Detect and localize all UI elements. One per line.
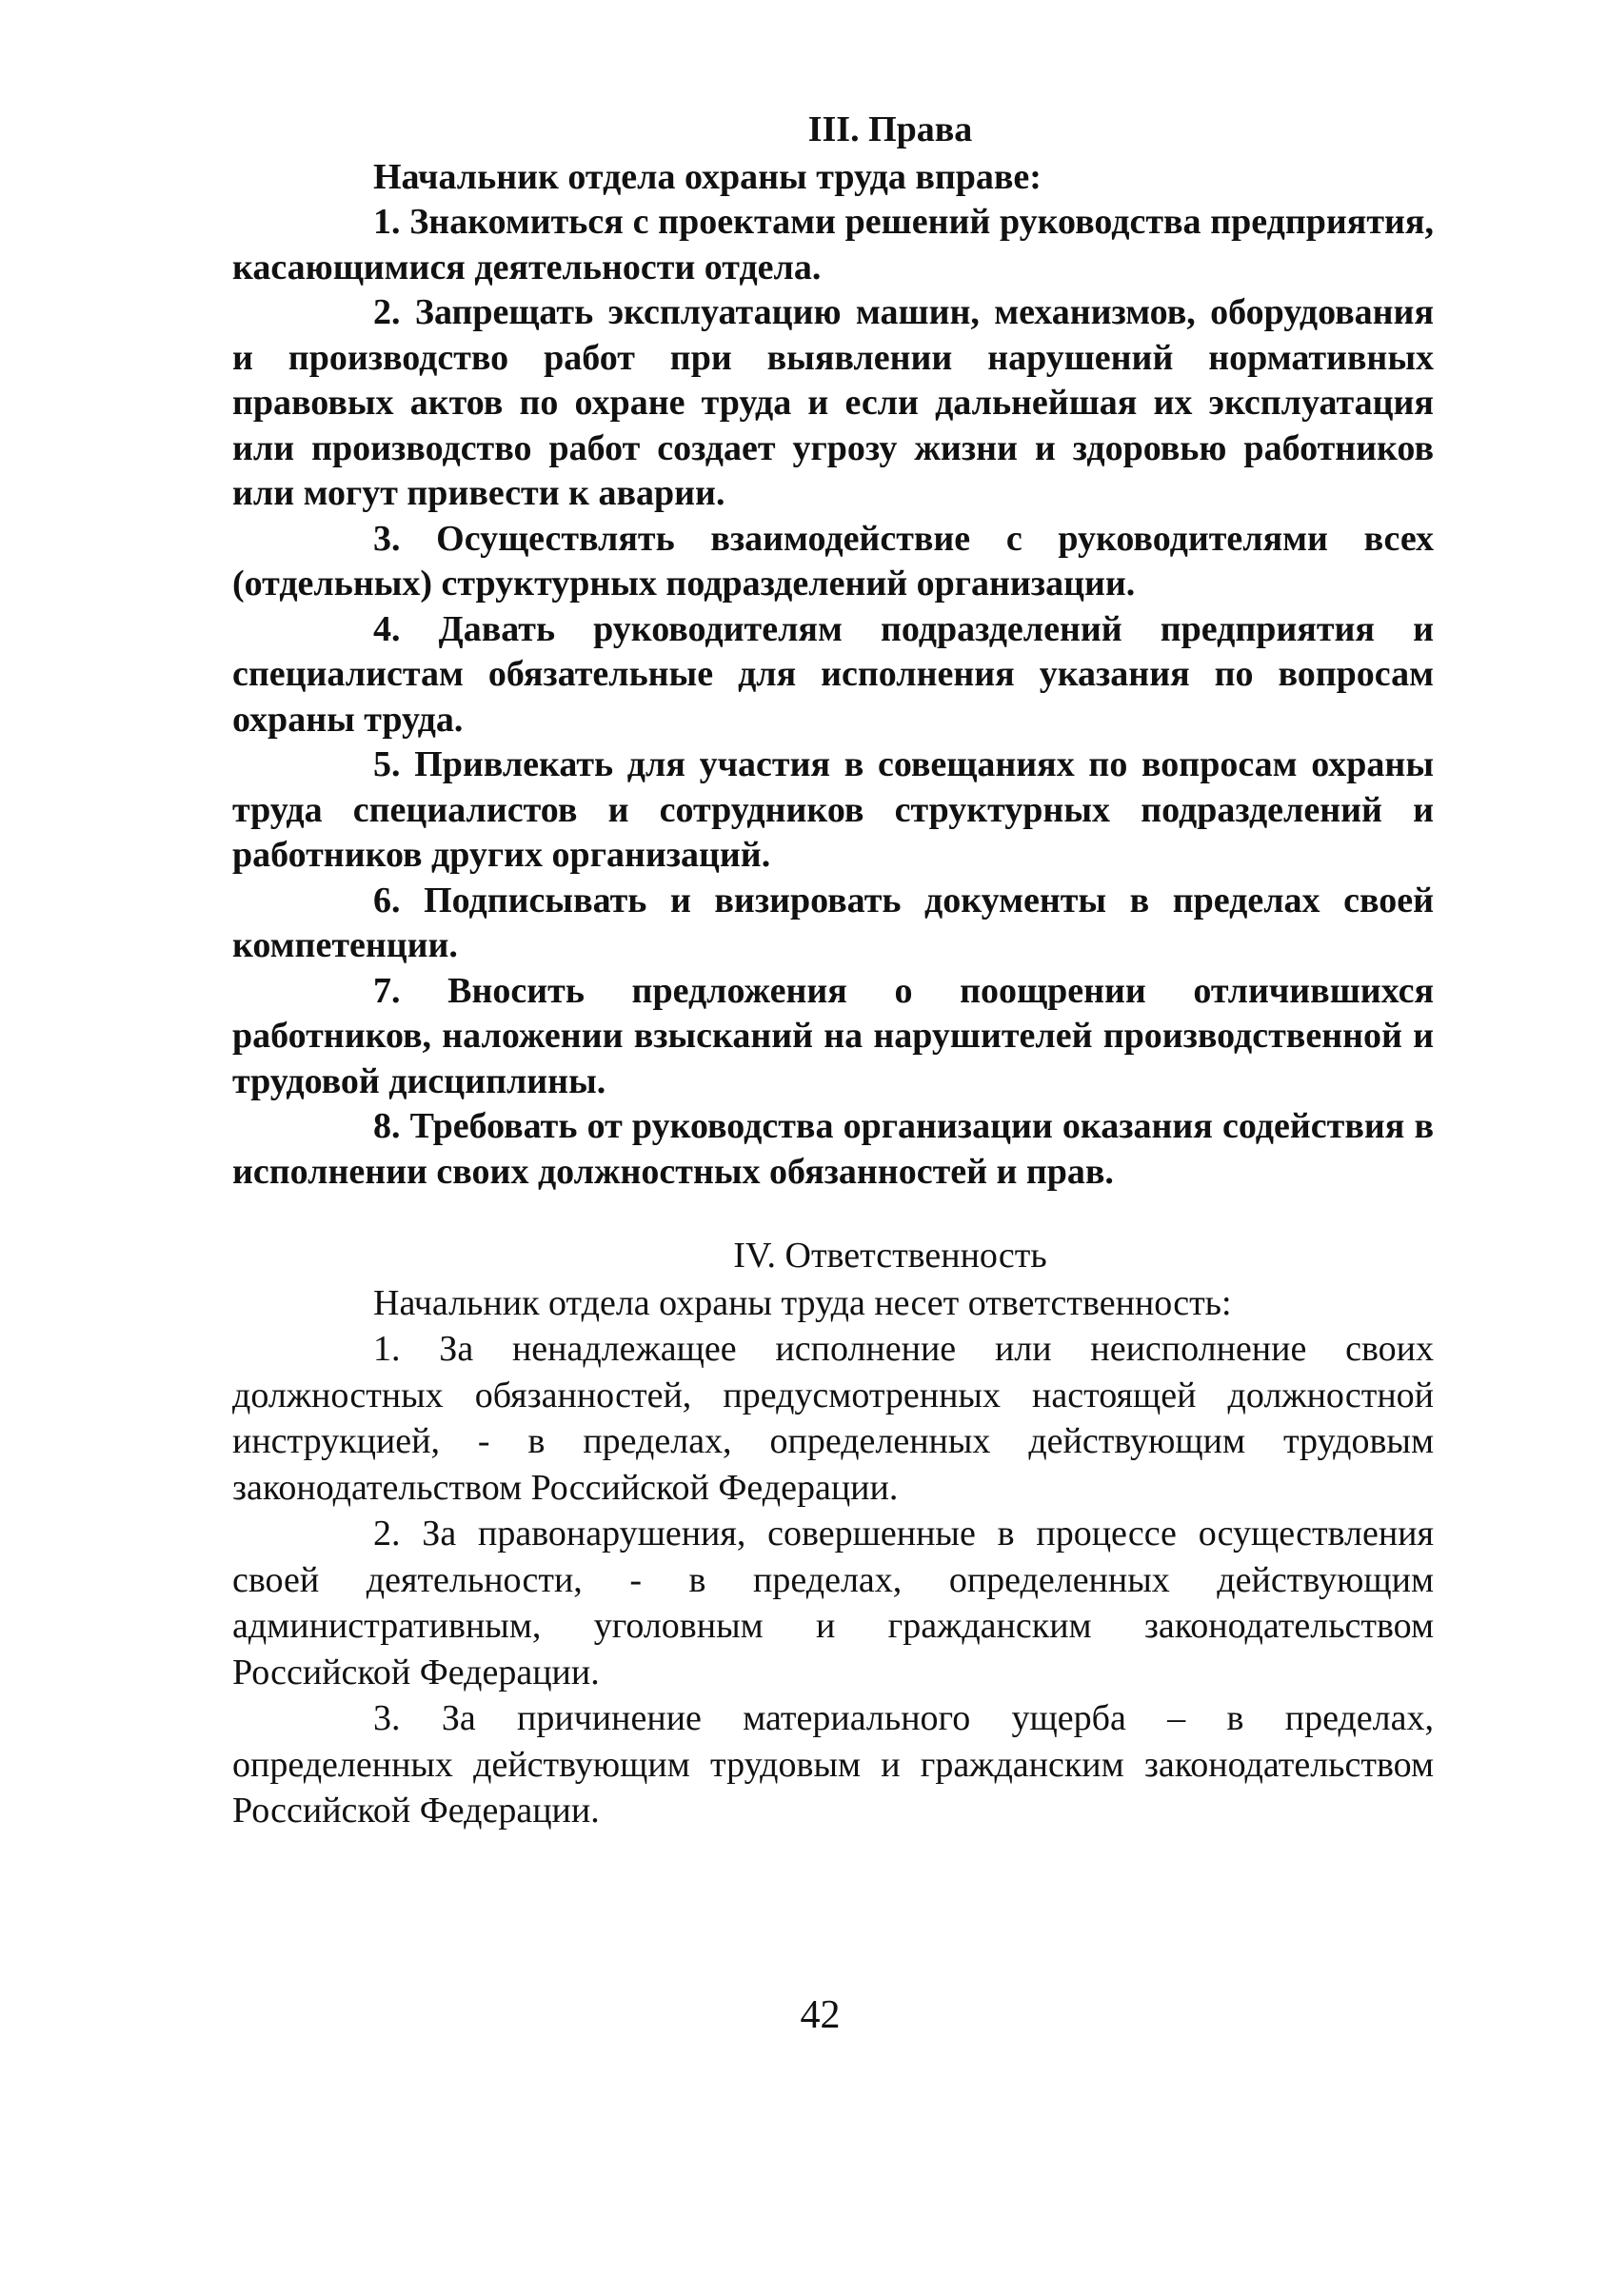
rights-item-2: 2. Запрещать эксплуатацию машин, механизмов, оборудования и производство работ при выявлении нарушений нормативных правовых актов по охране труда и если дальнейшая их эксплуатация или производство работ создает угрозу жизни и здоровью работников или могут привести к аварии. [232,292,1434,513]
page-number: 42 [800,1993,841,2037]
section-rights [232,107,1434,1195]
rights-item-5: 5. Привлекать для участия в совещаниях по вопросам охраны труда специалистов и сотрудников структурных подразделений и работников других организаций. [232,744,1434,875]
rights-item-7: 7. Вносить предложения о поощрении отличившихся работников, наложении взысканий на нарушителей производственной и трудовой дисциплины. [232,970,1434,1101]
section-heading-rights: III. Права [807,109,973,149]
section-intro-rights: Начальник отдела охраны труда вправе: [373,157,1042,197]
rights-item-1: 1. Знакомиться с проектами решений руководства предприятия, касающимися деятельности отдела. [232,202,1434,287]
section-heading-responsibility: IV. Ответственность [733,1236,1047,1276]
responsibility-item-3: 3. За причинение материального ущерба – в пределах, определенных действующим трудовым и гражданским законодательством Российской Федерации. [232,1698,1434,1831]
section-responsibility [232,1233,1434,1834]
rights-item-6: 6. Подписывать и визировать документы в пределах своей компетенции. [232,880,1434,965]
rights-item-4: 4. Давать руководителям подразделений предприятия и специалистам обязательные для исполнения указания по вопросам охраны труда. [232,608,1434,740]
responsibility-item-2: 2. За правонарушения, совершенные в процессе осуществления своей деятельности, - в пределах, определенных действующим административным, уголовным и гражданским законодательством Российской Федерации. [232,1514,1434,1692]
responsibility-item-1: 1. За ненадлежащее исполнение или неисполнение своих должностных обязанностей, предусмотренных настоящей должностной инструкцией, - в пределах, определенных действующим трудовым законодательством Российской Федерации. [232,1329,1434,1508]
section-intro-responsibility: Начальник отдела охраны труда несет ответственность: [373,1283,1232,1323]
rights-item-3: 3. Осуществлять взаимодействие с руководителями всех (отдельных) структурных подразделений организации. [232,518,1434,604]
rights-item-8: 8. Требовать от руководства организации оказания содействия в исполнении своих должностных обязанностей и прав. [232,1106,1434,1192]
